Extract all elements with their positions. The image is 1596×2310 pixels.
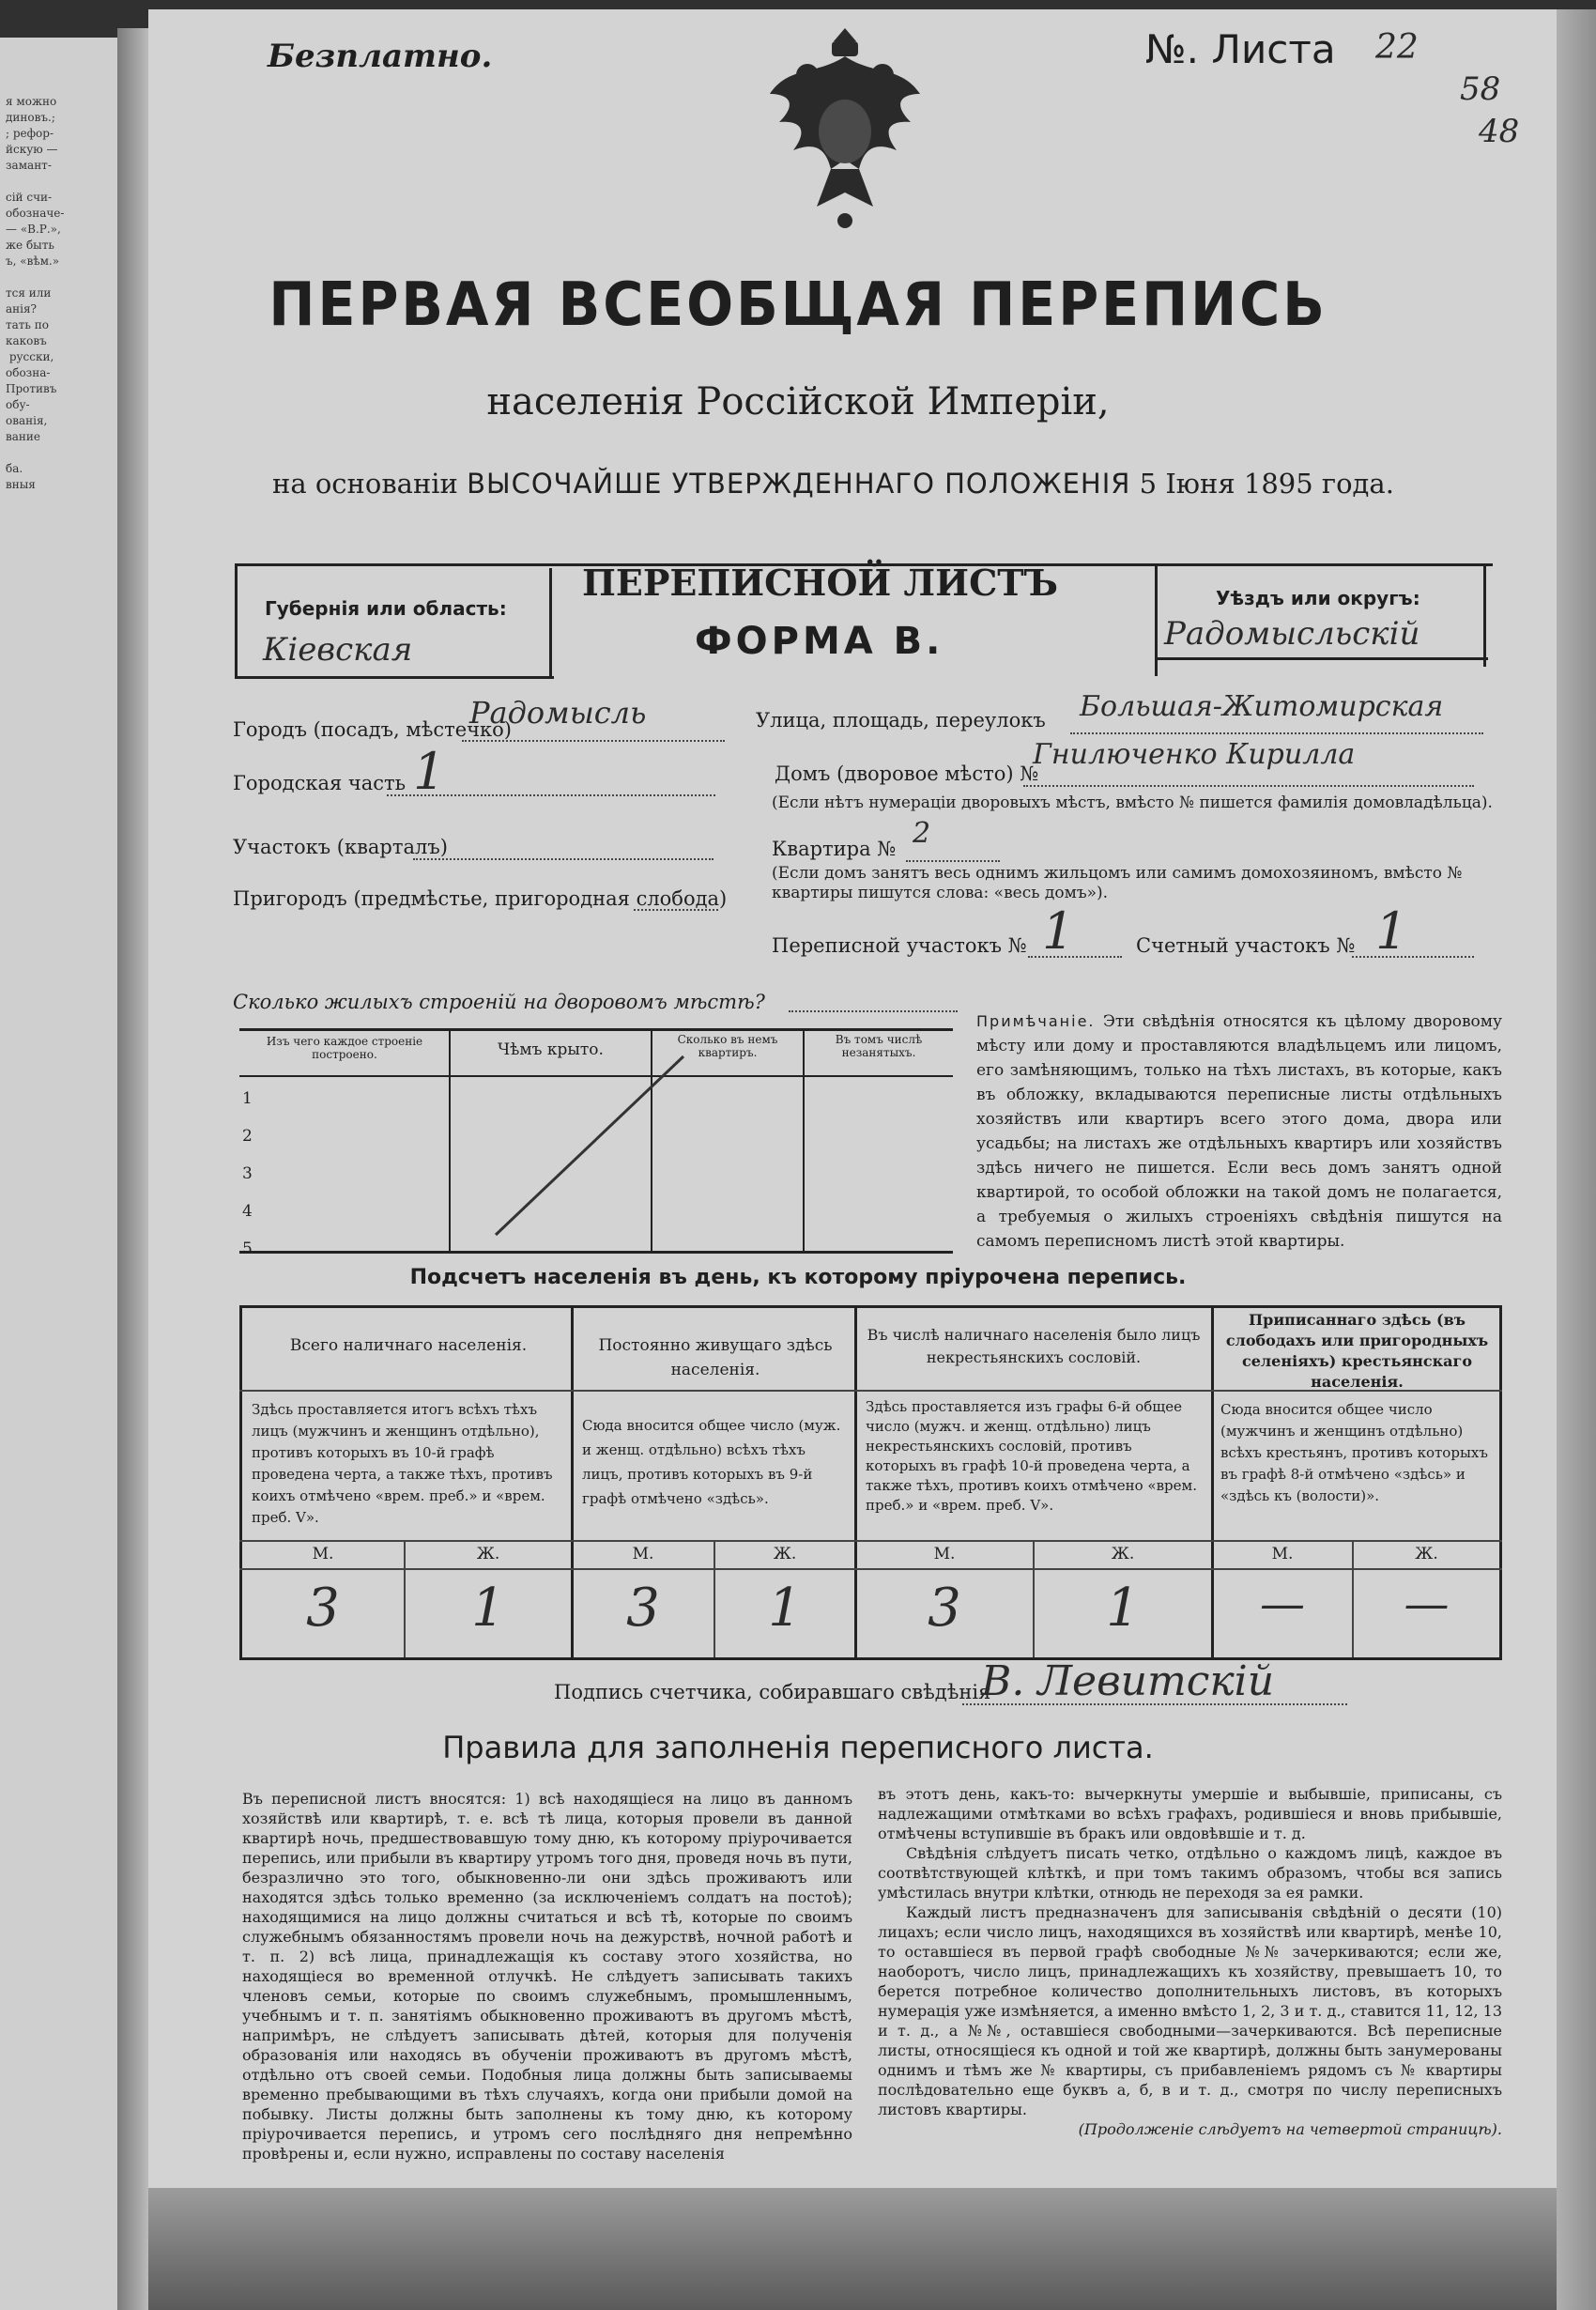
suburb-label: Пригородъ (предмѣстье, пригородная слобода) (233, 887, 728, 910)
count-district-line (1352, 956, 1474, 958)
house-note: (Если нѣтъ нумераціи дворовыхъ мѣстъ, вмѣсто № пишется фамилія домовладѣльца). (772, 793, 1493, 812)
sheet-number-label: №. Листа (1145, 26, 1336, 72)
pop-m-label: М. (933, 1545, 956, 1563)
pop-table-top (239, 1305, 1502, 1308)
buildings-header-1: Изъ чего каждое строеніе построено. (266, 1035, 423, 1061)
pop-f-label: Ж. (1415, 1545, 1438, 1563)
rules-right-p3: Каждый листъ предназначенъ для записыванія свѣдѣній о десяти (10) лицахъ; если число лицъ, находящихся въ хозяйствѣ или квартирѣ, менѣе 10, то оставшіеся въ первой графѣ свободные №№ зачеркиваются; если же, наоборотъ, число лицъ, принадлежащихъ къ хозяйству, превышаетъ 10, то берется потребное количество дополнительныхъ листовъ, въ которыхъ нумерація уже измѣняется, а именно вмѣсто 1, 2, 3 и т. д., ставится 11, 12, 13 и т. д., а №№, оставшіеся свободными—зачеркиваются. Всѣ переписные листы, относящіеся къ одной и той же квартирѣ, должны быть занумерованы однимъ и тѣмъ же № квартиры, съ прибавленіемъ рядомъ съ № квартиры послѣдовательно еще буквъ а, б, в и т. д., смотря по числу переписныхъ листовъ квартиры. (878, 1903, 1503, 2118)
rules-continuation: (Продолженіе слѣдуетъ на четвертой страницѣ). (1078, 2120, 1502, 2138)
buildings-header-3: Сколько въ немъ квартиръ. (677, 1033, 778, 1059)
header-right-bottom (1155, 657, 1488, 660)
pop-col2-head: Постоянно живущаго здѣсь населенія. (598, 1336, 833, 1379)
suburb-line (634, 909, 718, 911)
free-label: Безплатно. (268, 38, 493, 75)
sheet-bottom-shadow (148, 2188, 1557, 2310)
house-value: Гнилюченко Кирилла (1033, 738, 1356, 771)
pop-desc-rule (239, 1540, 1502, 1542)
row-number: 3 (242, 1164, 253, 1183)
corner-number-bottom: 48 (1479, 113, 1520, 150)
city-part-value: 1 (413, 742, 446, 801)
rules-left-column: Въ переписной листъ вносятся: 1) всѣ находящіеся на лицо въ данномъ хозяйствѣ или квартирѣ, т. е. всѣ тѣ лица, которыя провели въ данной квартирѣ ночь, предшествовавшую тому дню, къ которому пріурочивается перепись, или прибыли въ квартиру утромъ того дня, проведя ночь въ пути, безразлично это того, обыкновенно-ли они здѣсь проживаютъ или находятся здѣсь только временно (за исключеніемъ солдатъ на постоѣ); находящимися на лицо должны считаться и всѣ тѣ, которые по своимъ служебнымъ обязанностямъ провели ночь на дежурствѣ, ночной работѣ и т. п. 2) всѣ лица, принадлежащія къ составу этого хозяйства, но находящіеся во временной отлучкѣ. Не слѣдуетъ записывать такихъ членовъ семьи, которые по своимъ служебнымъ, промышленнымъ, учебнымъ и т. п. занятіямъ обыкновенно проживаютъ въ другомъ мѣстѣ, напримѣръ, не слѣдуетъ записывать дѣтей, которыя для полученія образованія или находясь въ обученіи проживаютъ въ другомъ мѣстѣ, отдѣльно отъ своей семьи. Подобныя лица должны быть записываемы временно пребывающими въ тѣхъ случаяхъ, когда они прибыли домой на побывку. Листы должны быть заполнены къ тому дню, къ которому пріурочивается перепись, и утромъ сего послѣдняго дня непремѣнно провѣрены и, если нужно, исправлены по составу населенія (242, 1790, 852, 2163)
pop-m-label: М. (632, 1545, 654, 1563)
buildings-table-bottom (239, 1251, 953, 1254)
section-label: Участокъ (кварталъ) (233, 836, 448, 858)
double-headed-eagle-emblem (751, 19, 939, 244)
decree-suffix: 5 Іюня 1895 года. (1139, 468, 1394, 500)
header-mid-rule-1 (549, 568, 552, 676)
pop-m-label: М. (1271, 1545, 1294, 1563)
decree-prefix: на основаніи (272, 468, 458, 500)
buildings-header-4: Въ томъ числѣ незанятыхъ. (835, 1033, 923, 1059)
pop-table-bottom (239, 1657, 1502, 1660)
apartment-value: 2 (913, 817, 931, 850)
house-label: Домъ (дворовое мѣсто) № (775, 762, 1039, 785)
pop-col3-m: 3 (928, 1578, 961, 1639)
header-left-rule (235, 563, 238, 676)
form-title: ПЕРЕПИСНОЙ ЛИСТЪ (582, 562, 1058, 604)
count-district-value: 1 (1375, 901, 1408, 961)
buildings-header-2: Чѣмъ крыто. (498, 1040, 604, 1059)
buildings-note (976, 1009, 1502, 1254)
main-title: ПЕРВАЯ ВСЕОБЩАЯ ПЕРЕПИСЬ (269, 270, 1327, 340)
row-number: 5 (242, 1240, 253, 1258)
rules-title: Правила для заполненія переписного листа. (442, 1730, 1154, 1765)
apartment-line (906, 860, 1000, 862)
pop-f-label: Ж. (1111, 1545, 1135, 1563)
pop-col4-desc: Сюда вносится общее число (мужчинъ и женщинъ отдѣльно) всѣхъ крестьянъ, противъ которыхъ въ графѣ 8-й отмѣчено «здѣсь» и «здѣсь къ (волости)». (1220, 1401, 1488, 1504)
signature-value: В. Левитскій (981, 1657, 1275, 1705)
pop-col1-desc: Здѣсь проставляется итогъ всѣхъ тѣхъ лицъ (мужчинъ и женщинъ отдѣльно), противъ которыхъ въ 10-й графѣ проведена черта, а также тѣхъ, противъ коихъ отмѣчено «врем. преб.» и «врем. преб. V». (252, 1401, 553, 1526)
rules-right-column (878, 1784, 1502, 2139)
header-left-bottom (235, 676, 554, 679)
subtitle: населенія Россійской Имперіи, (486, 380, 1110, 424)
street-line (1070, 732, 1483, 734)
district-value: Радомысльскій (1164, 615, 1420, 653)
house-line (1023, 785, 1474, 787)
pop-m-label: М. (312, 1545, 334, 1563)
pop-col1-f: 1 (471, 1578, 505, 1639)
decree-caps: ВЫСОЧАЙШЕ УТВЕРЖДЕННАГО ПОЛОЖЕНІЯ (467, 468, 1131, 500)
row-number: 1 (242, 1089, 253, 1108)
pop-mf-rule (239, 1568, 1502, 1570)
pop-col4-head: Приписаннаго здѣсь (въ слободахъ или пригородныхъ селеніяхъ) крестьянскаго населенія. (1225, 1311, 1489, 1391)
population-title: Подсчетъ населенія въ день, къ которому пріурочена перепись. (409, 1266, 1187, 1289)
province-value: Кіевская (263, 631, 413, 669)
pop-right (1499, 1305, 1502, 1657)
buildings-line (789, 1010, 958, 1012)
pop-col3-f: 1 (1106, 1578, 1140, 1639)
header-right-rule (1483, 563, 1486, 667)
decree-line (272, 468, 1394, 500)
pop-f-label: Ж. (773, 1545, 797, 1563)
pop-col3-desc: Здѣсь проставляется изъ графы 6-й общее число (мужч. и женщ. отдѣльно) лицъ некрестьянскихъ сословій, противъ которыхъ въ графѣ 10-й проведена черта, а также тѣхъ, противъ коихъ отмѣчено «врем. преб.» и «врем. преб. V». (866, 1398, 1197, 1514)
pop-col2-m: 3 (626, 1578, 660, 1639)
note-title: Примѣчаніе. (976, 1012, 1096, 1030)
city-value: Радомысль (469, 695, 647, 731)
pop-col1-head: Всего наличнаго населенія. (289, 1336, 528, 1355)
apartment-label: Квартира № (772, 838, 897, 860)
note-text: Эти свѣдѣнія относятся къ цѣлому дворовому мѣсту или дому и проставляются владѣльцемъ или лицомъ, его замѣняющимъ, только на тѣхъ листахъ, въ которые, какъ въ обложку, вкладываются переписные листы отдѣльныхъ хозяйствъ или квартиръ всего этого дома, двора или усадьбы; на листахъ же отдѣльныхъ квартиръ или хозяйствъ здѣсь ничего не пишется. Если весь домъ занятъ одной квартирой, то особой обложки на такой домъ не полагается, а требуемыя о жилыхъ строеніяхъ свѣдѣнія пишутся на самомъ переписномъ листѣ этой квартиры. (976, 1012, 1503, 1251)
pop-f-label: Ж. (476, 1545, 500, 1563)
left-page-text: я можно диновъ.; ; рефор- йскую — замант- сій счи- обозначе- — «В.Р.», же быть ъ, «вѣм.» тся или анія? тать по каковъ русски, обозна- Противъ обу- ованія, вание ба. вныя (6, 95, 65, 491)
form-name: ФОРМА В. (695, 620, 944, 663)
pop-col4-f: — (1404, 1578, 1450, 1630)
count-district-label: Счетный участокъ № (1136, 934, 1356, 957)
province-label: Губернія или область: (265, 597, 507, 620)
census-district-value: 1 (1042, 901, 1075, 961)
left-page-edge (0, 38, 117, 2310)
pop-col2-desc: Сюда вносится общее число (муж. и женщ. отдѣльно) всѣхъ тѣхъ лицъ, противъ которыхъ въ 9-й графѣ отмѣчено «здѣсь». (582, 1417, 841, 1507)
city-label: Городъ (посадъ, мѣстечко) (233, 718, 513, 741)
buildings-strike-line (449, 1042, 693, 1244)
sheet-number-value: 22 (1375, 28, 1419, 67)
city-part-label: Городская часть (233, 772, 407, 794)
apartment-note: (Если домъ занятъ весь однимъ жильцомъ или самимъ домохозяиномъ, вмѣсто № квартиры пишутся слова: «весь домъ»). (772, 864, 1463, 902)
buildings-row-numbers (242, 1080, 253, 1268)
street-value: Большая-Житомирская (1080, 690, 1444, 723)
buildings-col-3 (803, 1028, 805, 1251)
rules-right-p2: Свѣдѣнія слѣдуетъ писать четко, отдѣльно о каждомъ лицѣ, каждое въ соотвѣтствующей клѣткѣ, и при томъ такимъ образомъ, чтобы вся запись умѣстилась внутри клѣтки, отнюдь не переходя за ея рамки. (878, 1844, 1502, 1902)
signature-label: Подпись счетчика, собиравшаго свѣдѣнія (554, 1681, 991, 1703)
corner-number-top: 58 (1460, 70, 1501, 108)
row-number: 4 (242, 1202, 253, 1221)
street-label: Улица, площадь, переулокъ (756, 709, 1046, 732)
row-number: 2 (242, 1127, 253, 1146)
pop-col4-m: — (1260, 1578, 1305, 1630)
section-line (413, 858, 714, 860)
buildings-table-top (239, 1028, 953, 1031)
buildings-question: Сколько жилыхъ строеній на дворовомъ мѣстѣ? (233, 991, 765, 1013)
rules-right-p1: въ этотъ день, какъ-то: вычеркнуты умершіе и выбывшіе, приписаны, съ надлежащими отмѣтками во всѣхъ графахъ, родившіеся и вновь прибывшіе, отмѣчены вступившіе въ бракъ или овдовѣвшіе и т. д. (878, 1785, 1502, 1842)
pop-col1-m: 3 (306, 1578, 340, 1639)
census-district-label: Переписной участокъ № (772, 934, 1027, 957)
pop-col3-head: Въ числѣ наличнаго населенія было лицъ некрестьянскихъ сословій. (867, 1326, 1201, 1366)
district-label: Уѣздъ или округъ: (1216, 587, 1420, 609)
city-line (462, 740, 725, 742)
pop-col2-f: 1 (768, 1578, 802, 1639)
